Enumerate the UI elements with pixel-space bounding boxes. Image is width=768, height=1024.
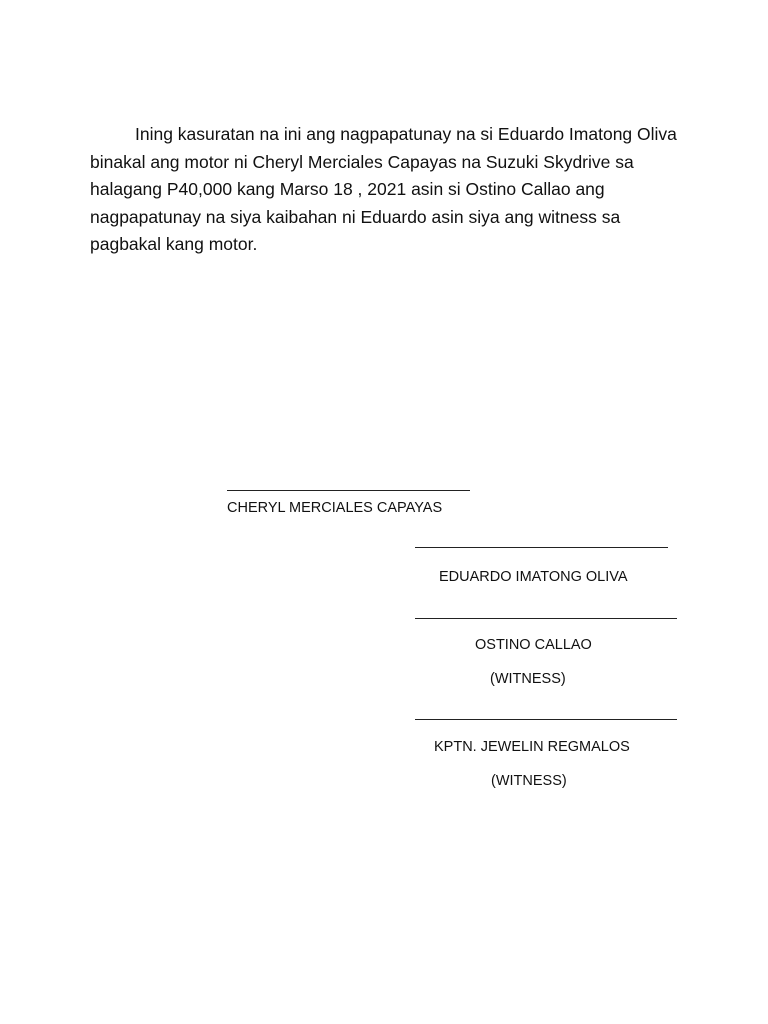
witness1-role: (WITNESS) <box>490 671 566 687</box>
seller-name: CHERYL MERCIALES CAPAYAS <box>227 500 443 516</box>
seller-signature-line <box>227 490 470 491</box>
witness2-role: (WITNESS) <box>491 773 567 789</box>
witness2-name: KPTN. JEWELIN REGMALOS <box>434 739 630 755</box>
witness1-signature-line <box>415 618 677 619</box>
body-paragraph: Ining kasuratan na ini ang nagpapatunay na si Eduardo Imatong Oliva binakal ang motor ni Cheryl Merciales Capayas na Suzuki Skydrive sa halagang P40,000 kang Marso 18 , 2021 asin si Ostino Callao ang nagpapatunay na siya kaibahan ni Eduardo asin siya ang witness sa pagbakal kang motor. <box>90 124 677 254</box>
buyer-name: EDUARDO IMATONG OLIVA <box>439 569 628 585</box>
witness2-signature-line <box>415 719 677 720</box>
buyer-signature-line <box>415 547 668 548</box>
witness1-name: OSTINO CALLAO <box>475 637 592 653</box>
